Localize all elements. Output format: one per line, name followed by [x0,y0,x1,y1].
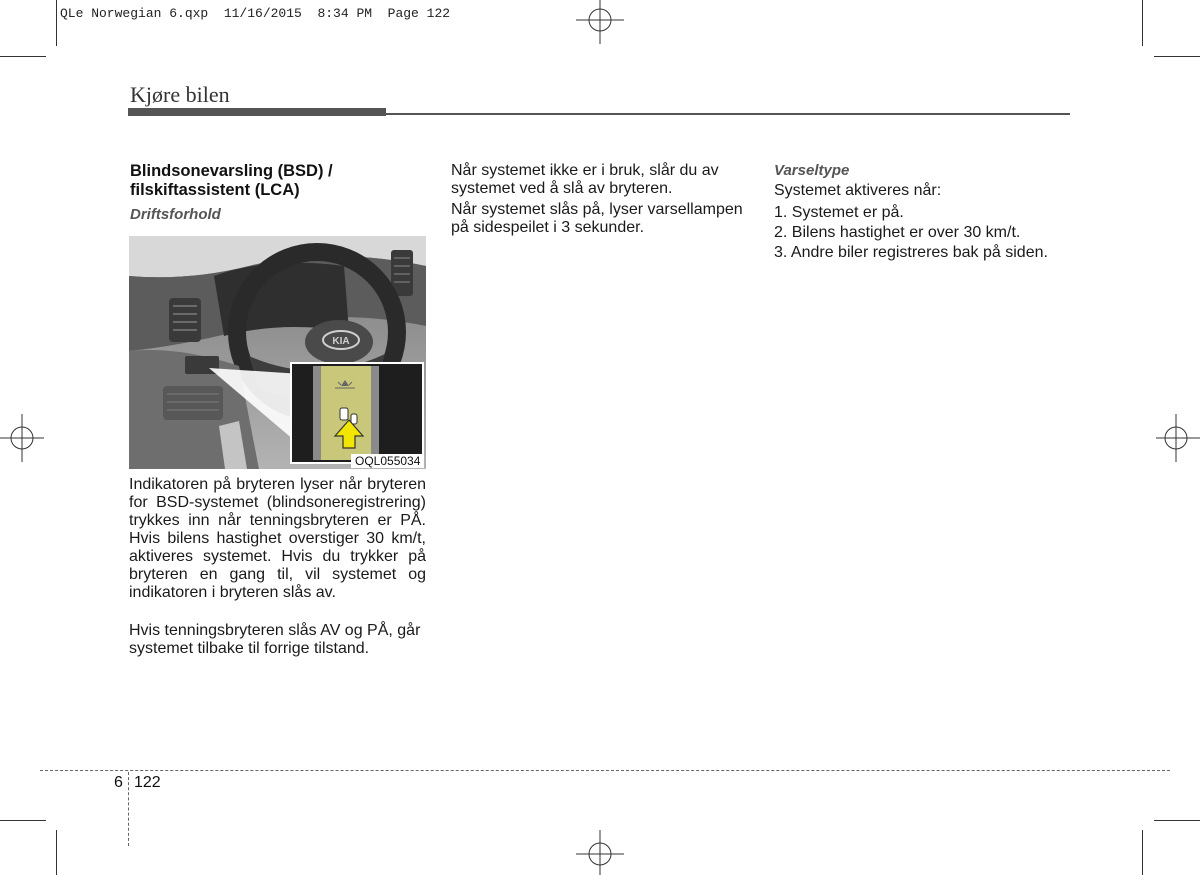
figure-code: OQL055034 [351,454,424,468]
dashboard-image [129,236,426,469]
section-title: Kjøre bilen [130,82,230,107]
registration-mark-top [574,0,626,46]
subheading-operating-conditions: Driftsforhold [130,206,221,223]
list-item: 3. Andre biler registreres bak på siden. [774,244,1048,261]
registration-mark-bottom [574,830,626,875]
list-item: 1. Systemet er på. [774,204,904,221]
header-bar [128,108,386,116]
header-rule [386,113,1070,115]
print-slug: QLe Norwegian 6.qxp 11/16/2015 8:34 PM Page 122 [60,6,451,21]
footer-divider [128,772,129,846]
col1-paragraph-2: Hvis tenningsbryteren slås AV og PÅ, går systemet tilbake til forrige tilstand. [129,622,421,657]
col3-intro: Systemet aktiveres når: [774,182,942,199]
page-number: 122 [134,774,161,791]
feature-heading: Blindsonevarsling (BSD) / filskiftassistent (LCA) [130,162,333,199]
footer-rule [40,770,1170,771]
registration-mark-right [1154,412,1200,464]
subheading-warning-type: Varseltype [774,162,850,179]
dashboard-illustration [129,236,426,469]
list-item: 2. Bilens hastighet er over 30 km/t. [774,224,1021,241]
col2-paragraph-2: Når systemet slås på, lyser varsellampen på sidespeilet i 3 sekunder. [451,201,743,236]
registration-mark-left [0,412,46,464]
col1-paragraph-1: Indikatoren på bryteren lyser når bryteren for BSD-systemet (blindsoneregistrering) trykkes inn når tenningsbryteren er PÅ. Hvis bilens hastighet overstiger 30 km/t, aktiveres systemet. Hvis du trykker på bryteren en gang til, vil systemet og indikatoren i bryteren slås av. [129,476,426,601]
svg-text:KIA: KIA [332,336,350,347]
chapter-number: 6 [114,774,123,791]
col2-paragraph-1: Når systemet ikke er i bruk, slår du av systemet ved å slå av bryteren. [451,162,719,197]
